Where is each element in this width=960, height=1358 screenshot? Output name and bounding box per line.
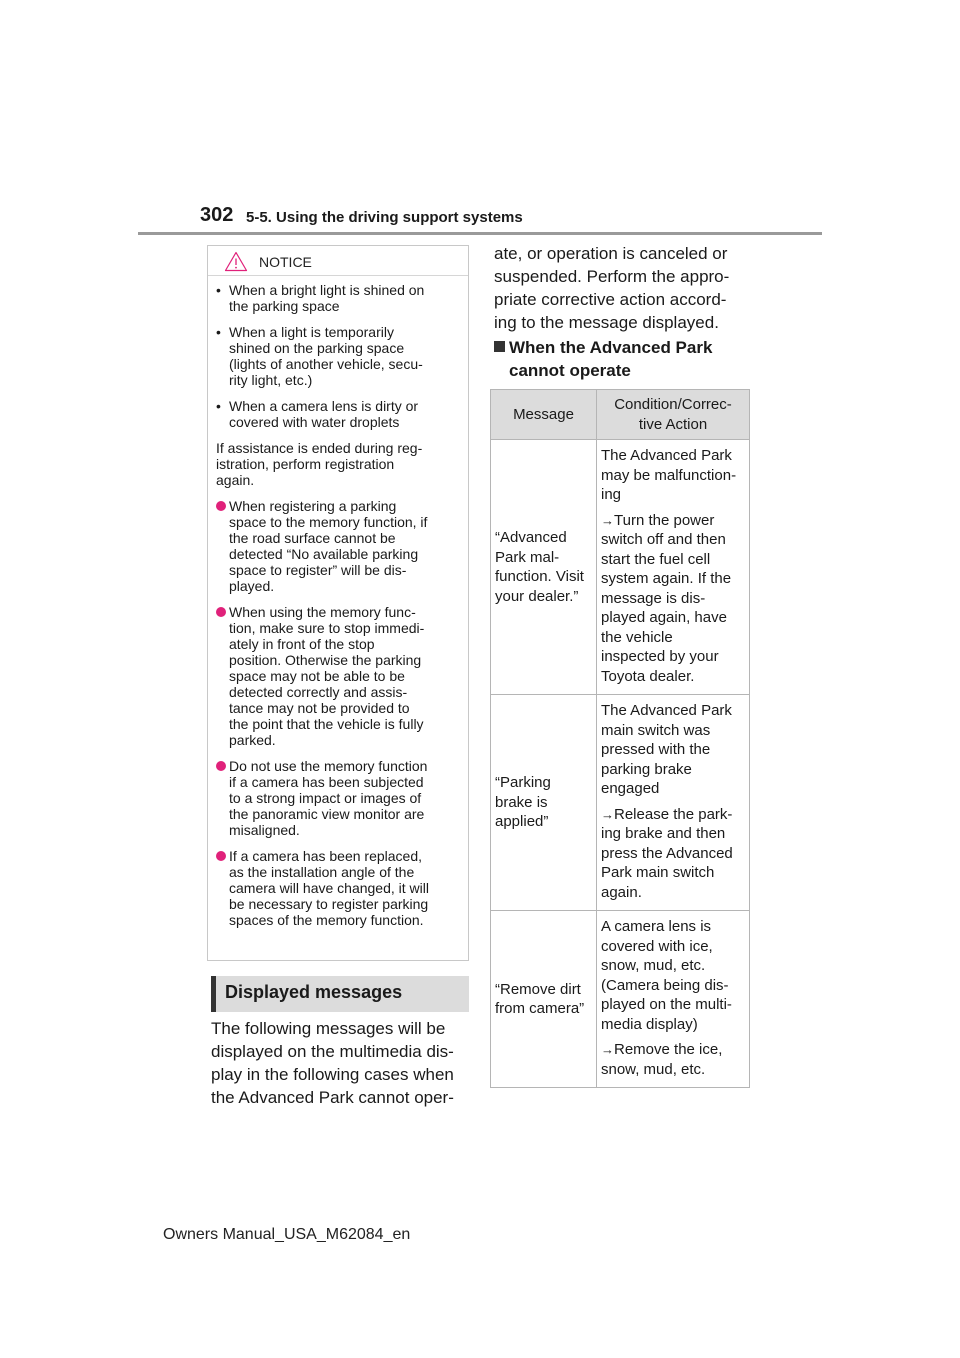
text-line: space to the memory function, if [229,514,428,530]
text-line: priate corrective action accord- [494,290,727,309]
corrective-action-text [601,805,745,903]
arrow-right-icon: → [601,1042,614,1057]
text-line: parked. [229,732,276,748]
text-line: Release the park- [614,805,733,823]
text-line: function. Visit [495,568,584,585]
condition-text [601,701,745,799]
intro-paragraph-left [211,1017,475,1109]
condition-text [601,446,745,505]
text-line: play in the following cases when [211,1065,454,1084]
text-line: Remove the ice, [614,1041,723,1058]
column-header-condition [597,390,750,440]
text-line: Do not use the memory function [229,758,428,774]
text-line: (Camera being dis- [601,976,729,994]
intro-paragraph-right [494,242,764,334]
text-line: If assistance is ended during reg- [216,440,423,456]
text-line: space to register” will be dis- [229,562,407,578]
text-line: inspected by your [601,648,719,665]
arrow-right-icon: → [601,512,614,528]
text-line: cannot operate [509,361,631,380]
arrow-right-icon: → [601,806,614,822]
bullet-dot-icon: • [216,398,221,414]
text-line: again. [601,883,642,901]
message-cell [491,695,597,911]
text-line: snow, mud, etc. [601,1060,706,1078]
text-line: main switch was [601,721,711,739]
text-line: parking brake [601,760,692,778]
text-line: your dealer.” [495,587,579,605]
text-line: ately in front of the stop [229,636,375,652]
text-line: ing brake and then [601,825,726,842]
footer-text: Owners Manual_USA_M62084_en [163,1226,411,1243]
text-line: ate, or operation is canceled or [494,244,728,263]
table-row [491,695,750,911]
notice-title: NOTICE [259,254,312,270]
notice-circle-item [216,498,462,594]
text-line: When a camera lens is dirty or [229,398,419,414]
column-header-message: Message [491,390,597,440]
notice-bullet [216,282,462,314]
text-line: brake is [495,793,548,811]
text-line: (lights of another vehicle, secu- [229,356,423,372]
text-line: to a strong impact or images of [229,790,422,806]
text-line: detected “No available parking [229,546,419,562]
table-header-row [491,390,750,440]
text-line: spaces of the memory function. [229,912,424,928]
text-line: system again. If the [601,570,732,587]
text-line: space may not be able to be [229,668,405,684]
condition-cell [597,911,750,1088]
text-line: detected correctly and assis- [229,684,408,700]
text-line: If a camera has been replaced, [229,848,423,864]
text-line: “Parking [495,774,551,792]
text-line: covered with water droplets [229,414,400,430]
message-cell [491,440,597,695]
text-line: switch off and then [601,531,726,548]
text-line: snow, mud, etc. [601,957,706,974]
page-number: 302 [200,204,234,226]
text-line: When using the memory func- [229,604,416,620]
displayed-messages-title: Displayed messages [225,982,403,1002]
text-line: Condition/Correc- [614,396,732,413]
text-line: as the installation angle of the [229,864,415,880]
header-rule [138,232,822,235]
circle-bullet-icon [216,851,226,861]
text-line: be necessary to register parking [229,896,429,912]
text-line: “Advanced [495,529,567,546]
notice-circle-item [216,848,462,928]
text-line: the vehicle [601,628,673,646]
text-line: the panoramic view monitor are [229,806,425,822]
notice-header [208,246,468,276]
text-line: When a light is temporarily [229,324,394,340]
text-line: suspended. Perform the appro- [494,267,730,286]
text-line: tance may not be provided to [229,700,410,716]
text-line: Park mal- [495,548,560,566]
corrective-action-text [601,511,745,687]
notice-bullet [216,324,462,388]
corrective-action-text [601,1040,745,1079]
bullet-dot-icon: • [216,324,221,340]
notice-body [208,276,468,928]
circle-bullet-icon [216,501,226,511]
table-row [491,911,750,1088]
circle-bullet-icon [216,607,226,617]
notice-box [207,245,469,961]
bullet-dot-icon: • [216,282,221,298]
message-cell [491,911,597,1088]
text-line: if a camera has been subjected [229,774,424,790]
text-line: message is dis- [601,589,706,607]
text-line: camera will have changed, it will [229,880,429,896]
text-line: pressed with the [601,741,711,758]
text-line: tive Action [638,415,708,433]
text-line: the parking space [229,298,340,314]
text-line: ing [601,486,622,503]
text-line: A camera lens is [601,918,712,935]
section-title: 5-5. Using the driving support systems [246,209,523,226]
subheading-advanced-park-cannot-operate [494,336,754,382]
text-line: from camera” [495,1000,585,1017]
warning-triangle-icon [224,251,248,272]
text-line: Turn the power [614,511,715,529]
text-line: rity light, etc.) [229,372,313,388]
text-line: the point that the vehicle is fully [229,716,424,732]
text-line: The Advanced Park [601,702,732,719]
text-line: Toyota dealer. [601,667,695,685]
text-line: applied” [495,813,549,831]
displayed-messages-heading [211,976,469,1012]
text-line: tion, make sure to stop immedi- [229,620,425,636]
square-bullet-icon [494,341,505,352]
text-line: When a bright light is shined on [229,282,425,298]
text-line: When the Advanced Park [509,338,713,357]
text-line: The Advanced Park [601,447,732,464]
text-line: shined on the parking space [229,340,405,356]
text-line: ing to the message displayed. [494,313,719,332]
condition-cell [597,695,750,911]
notice-bullet [216,398,462,430]
circle-bullet-icon [216,761,226,771]
text-line: played on the multi- [601,996,732,1013]
text-line: istration, perform registration [216,456,395,472]
text-line: position. Otherwise the parking [229,652,422,668]
text-line: the Advanced Park cannot oper- [211,1088,454,1107]
text-line: engaged [601,780,660,797]
text-line: played. [229,578,275,594]
table-row [491,440,750,695]
text-line: misaligned. [229,822,300,838]
messages-table [490,389,750,1088]
text-line: the road surface cannot be [229,530,396,546]
text-line: may be malfunction- [601,466,737,484]
text-line: “Remove dirt [495,980,581,998]
condition-text [601,917,745,1034]
text-line: again. [216,472,255,488]
notice-circle-item [216,604,462,748]
text-line: media display) [601,1015,698,1033]
notice-paragraph [216,440,462,488]
text-line: The following messages will be [211,1019,446,1038]
notice-circle-item [216,758,462,838]
text-line: start the fuel cell [601,550,711,568]
text-line: covered with ice, [601,937,713,955]
text-line: press the Advanced [601,844,733,862]
condition-cell [597,440,750,695]
text-line: When registering a parking [229,498,397,514]
text-line: Park main switch [601,864,715,881]
text-line: played again, have [601,609,727,626]
text-line: displayed on the multimedia dis- [211,1042,454,1061]
subheading-text [494,336,754,382]
